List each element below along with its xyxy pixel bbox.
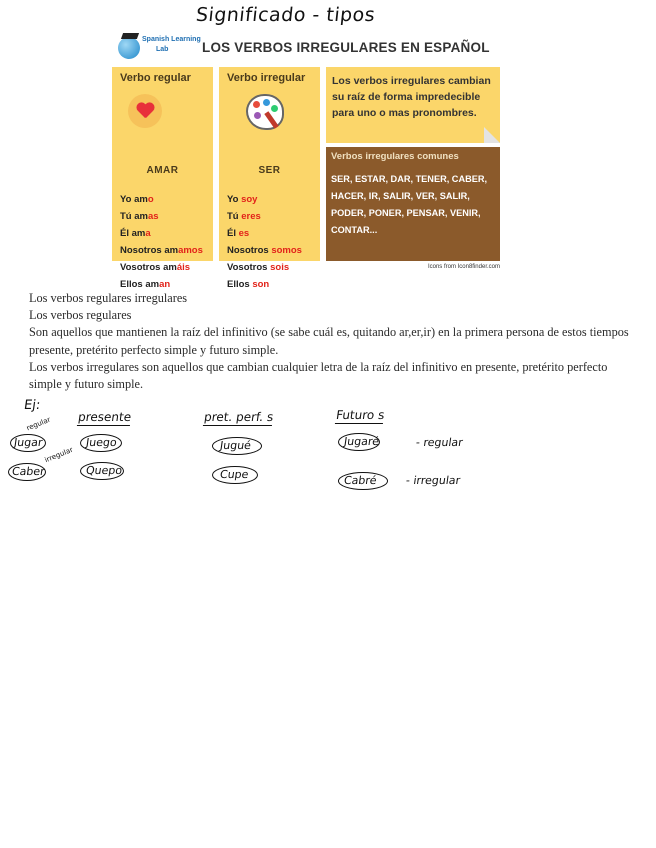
icons-credit: Icons from Icon8finder.com bbox=[427, 264, 500, 270]
logo-text-line1: Spanish Learning bbox=[142, 36, 201, 43]
common-verbs-list: SER, ESTAR, DAR, TENER, CABER, HACER, IR, SALIR, VER, SALIR, PODER, PONER, PENSAR, VENIR, CONTAR... bbox=[331, 174, 488, 235]
notes-paragraph: Son aquellos que mantienen la raíz del infinitivo (se sabe cuál es, quitando ar,er,ir) en la primera persona de estos tiempos presente, pretérito perfecto simple y futuro simple. bbox=[29, 325, 629, 357]
conj-row: Tú amas bbox=[120, 211, 159, 222]
caber-tag: - irregular bbox=[405, 474, 462, 487]
infographic-title: LOS VERBOS IRREGULARES EN ESPAÑOL bbox=[202, 39, 490, 55]
globe-icon bbox=[118, 37, 140, 59]
conj-row: Vosotros sois bbox=[227, 262, 290, 273]
graduation-cap-icon bbox=[121, 33, 139, 39]
irregular-verb-column bbox=[219, 67, 320, 290]
conj-row: Vosotros amáis bbox=[120, 262, 191, 273]
conj-row: Ellos aman bbox=[120, 279, 171, 290]
common-verbs-header: Verbos irregulares comunes bbox=[331, 151, 459, 162]
infographic-verbos-irregulares bbox=[112, 31, 500, 290]
heart-icon bbox=[136, 103, 154, 119]
irregular-verb-header: Verbo irregular bbox=[227, 72, 306, 84]
conj-row: Yo amo bbox=[120, 194, 154, 205]
jugar-tag: - regular bbox=[415, 436, 464, 449]
notes-line: Los verbos regulares bbox=[29, 308, 132, 323]
conj-row: Nosotros somos bbox=[227, 245, 302, 256]
col-pret-perf: pret. perf. s bbox=[203, 410, 275, 424]
regular-verb-name: AMAR bbox=[146, 165, 179, 176]
spanish-learning-lab-logo bbox=[112, 32, 201, 62]
conj-row: Nosotros amamos bbox=[120, 245, 203, 256]
page-curl-decoration bbox=[484, 127, 500, 143]
regular-conjugation-list bbox=[120, 191, 203, 293]
col-futuro: Futuro s bbox=[335, 408, 386, 422]
caber-presente: Quepo bbox=[85, 464, 124, 477]
handwritten-heading: Significado - tipos bbox=[194, 4, 377, 26]
verb-caber: Caber bbox=[11, 465, 46, 478]
conj-row: Él ama bbox=[120, 228, 151, 239]
regular-verb-header: Verbo regular bbox=[120, 72, 191, 84]
logo-text-line2: Lab bbox=[156, 46, 169, 53]
typed-notes bbox=[29, 290, 629, 393]
regular-verb-column bbox=[112, 67, 213, 290]
jugar-presente: Juego bbox=[85, 436, 118, 449]
conj-row: Ellos son bbox=[227, 279, 270, 290]
regular-annotation: regular bbox=[25, 415, 52, 433]
infographic-header bbox=[112, 31, 500, 63]
jugar-preterito: Jugué bbox=[219, 439, 252, 452]
ej-label: Ej: bbox=[22, 398, 42, 413]
definition-box bbox=[326, 67, 500, 143]
common-irregular-verbs-box bbox=[326, 147, 500, 261]
notes-paragraph: Los verbos irregulares son aquellos que cambian cualquier letra de la raíz del infinitivo en presente, pretérito perfecto simple y futuro simple. bbox=[29, 359, 608, 392]
jugar-futuro: Jugaré bbox=[343, 435, 380, 448]
irregular-conjugation-list bbox=[227, 191, 302, 293]
caber-preterito: Cupe bbox=[219, 468, 250, 481]
irregular-annotation: irregular bbox=[43, 445, 75, 465]
conj-row: Yo soy bbox=[227, 194, 258, 205]
caber-futuro: Cabré bbox=[343, 474, 378, 487]
definition-text: Los verbos irregulares cambian su raíz de forma impredecible para uno o mas pronombres. bbox=[332, 75, 491, 119]
irregular-verb-name: SER bbox=[258, 165, 281, 176]
conj-row: Tú eres bbox=[227, 211, 261, 222]
conj-row: Él es bbox=[227, 228, 250, 239]
col-presente: presente bbox=[77, 410, 133, 424]
notes-line: Los verbos regulares irregulares bbox=[29, 291, 188, 305]
verb-jugar: Jugar bbox=[13, 436, 44, 449]
